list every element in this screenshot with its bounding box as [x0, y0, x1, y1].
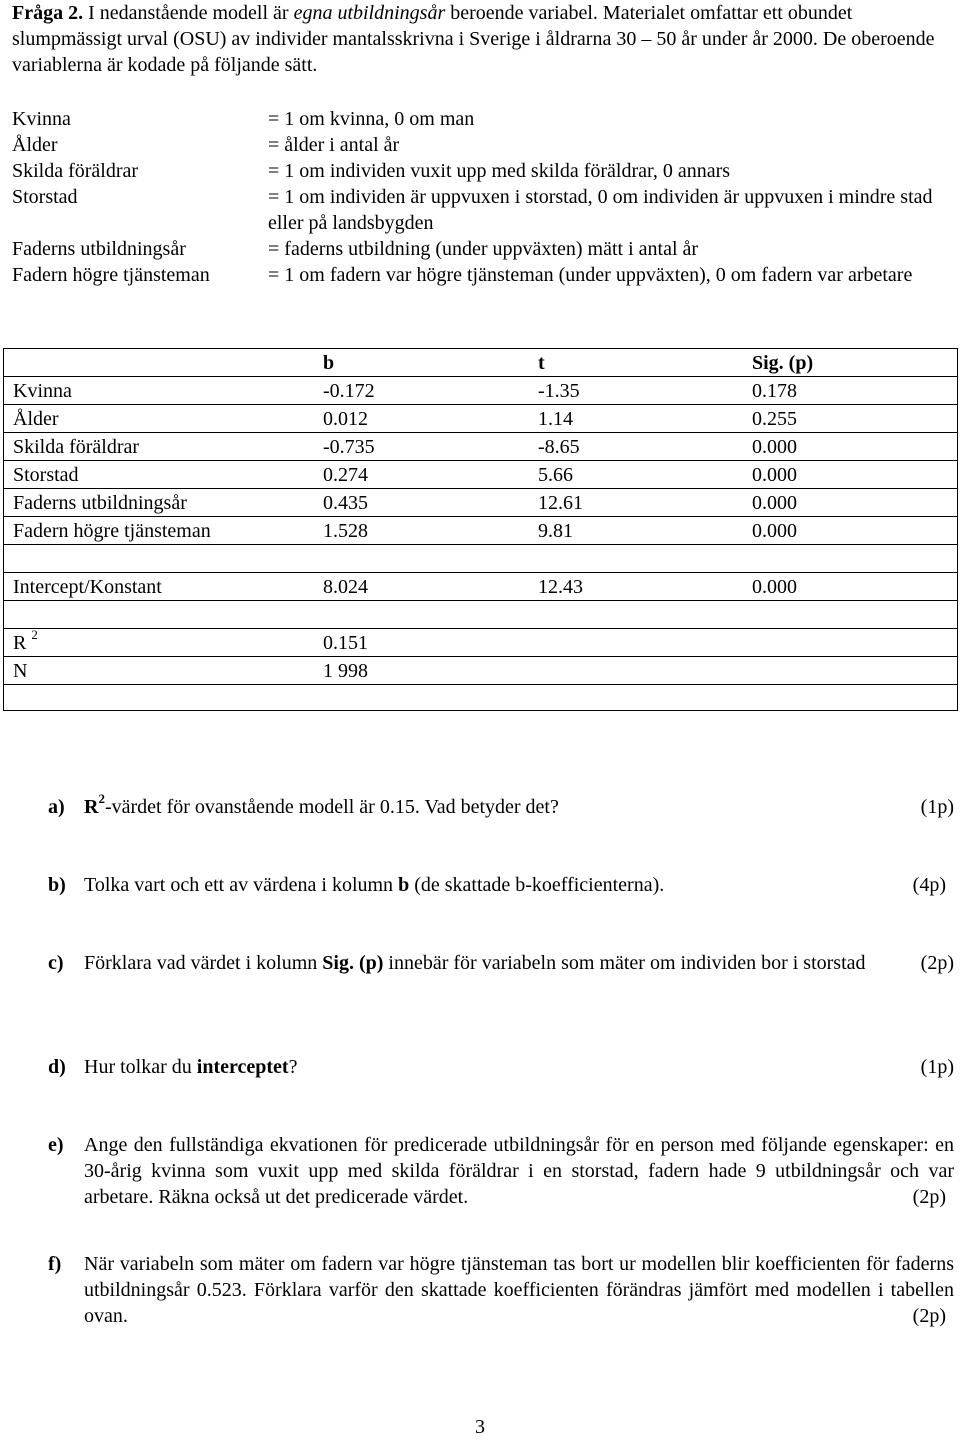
- table-row: Storstad 0.274 5.66 0.000: [13, 464, 797, 486]
- table-row: Kvinna -0.172 -1.35 0.178: [13, 380, 797, 402]
- points: (2p): [912, 1305, 946, 1327]
- table-row-r2: R $^2$ 0.151: [13, 627, 368, 654]
- table-row: Faderns utbildningsår 0.435 12.61 0.000: [13, 492, 797, 514]
- table-row-intercept: Intercept/Konstant 8.024 12.43 0.000: [13, 576, 797, 598]
- question-f: f) När variabeln som mäter om fadern var högre tjänsteman tas bort ur modellen blir koefficienten för faderns utbildningsår 0.523. Förklara varför den skattade koefficienten förändras jämfört med modellen i tabellen ovan. (2p): [48, 1253, 954, 1327]
- table-divider: [4, 572, 957, 573]
- definition-row: Faderns utbildningsår = faderns utbildning (under uppväxten) mätt i antal år: [12, 238, 699, 260]
- header-sig: Sig. (p): [752, 352, 814, 374]
- definition-row: Skilda föräldrar = 1 om individen vuxit upp med skilda föräldrar, 0 annars: [12, 160, 731, 182]
- definition-row: Storstad = 1 om individen är uppvuxen i storstad, 0 om individen är uppvuxen i mindre stad eller på landsbygden: [12, 186, 933, 234]
- header-t: t: [538, 352, 545, 374]
- question-b: b) Tolka vart och ett av värdena i kolumn b (de skattade b-koefficienterna). (4p): [48, 874, 946, 896]
- question-c: c) Förklara vad värdet i kolumn Sig. (p) innebär för variabeln som mäter om individen bor i storstad (2p): [48, 952, 954, 974]
- question-d: d) Hur tolkar du interceptet? (1p): [48, 1056, 954, 1078]
- definition-row: Kvinna = 1 om kvinna, 0 om man: [12, 108, 475, 130]
- table-row-n: N 1 998: [13, 660, 368, 682]
- question-e: e) Ange den fullständiga ekvationen för predicerade utbildningsår för en person med följande egenskaper: en 30-årig kvinna som vuxit upp med skilda föräldrar i en storstad, fadern hade 9 utbildningsår och var arbetare. Räkna också ut det predicerade värdet. (2p): [48, 1134, 954, 1208]
- intro-paragraph: Fråga 2. I nedanstående modell är egna utbildningsår beroende variabel. Materialet omfattar ett obundet slumpmässigt urval (OSU) av individer mantalsskrivna i Sverige i åldrarna 30 – 50 år under år 2000. De oberoende variablerna är kodade på följande sätt.: [12, 2, 935, 76]
- definition-row: Ålder = ålder i antal år: [12, 134, 400, 156]
- header-b: b: [323, 352, 335, 374]
- points: (2p): [912, 1186, 946, 1208]
- definition-row: Fadern högre tjänsteman = 1 om fadern var högre tjänsteman (under uppväxten), 0 om fadern var arbetare: [12, 264, 913, 286]
- table-row: Ålder 0.012 1.14 0.255: [13, 408, 797, 430]
- table-row: Skilda föräldrar -0.735 -8.65 0.000: [13, 436, 797, 458]
- table-divider: [4, 628, 957, 629]
- table-header-row: [4, 350, 957, 378]
- points: (2p): [920, 952, 954, 974]
- table-row: Fadern högre tjänsteman 1.528 9.81 0.000: [13, 520, 797, 542]
- points: (1p): [920, 796, 954, 818]
- variable-definitions: [12, 106, 952, 288]
- page-number: 3: [475, 1416, 485, 1438]
- question-label: Fråga 2.: [12, 2, 84, 24]
- points: (1p): [920, 1056, 954, 1078]
- question-a: a) $R^2$-värdet för ovanstående modell är 0.15. Vad betyder det? (1p): [48, 791, 954, 818]
- regression-table: [3, 348, 958, 711]
- points: (4p): [912, 874, 946, 896]
